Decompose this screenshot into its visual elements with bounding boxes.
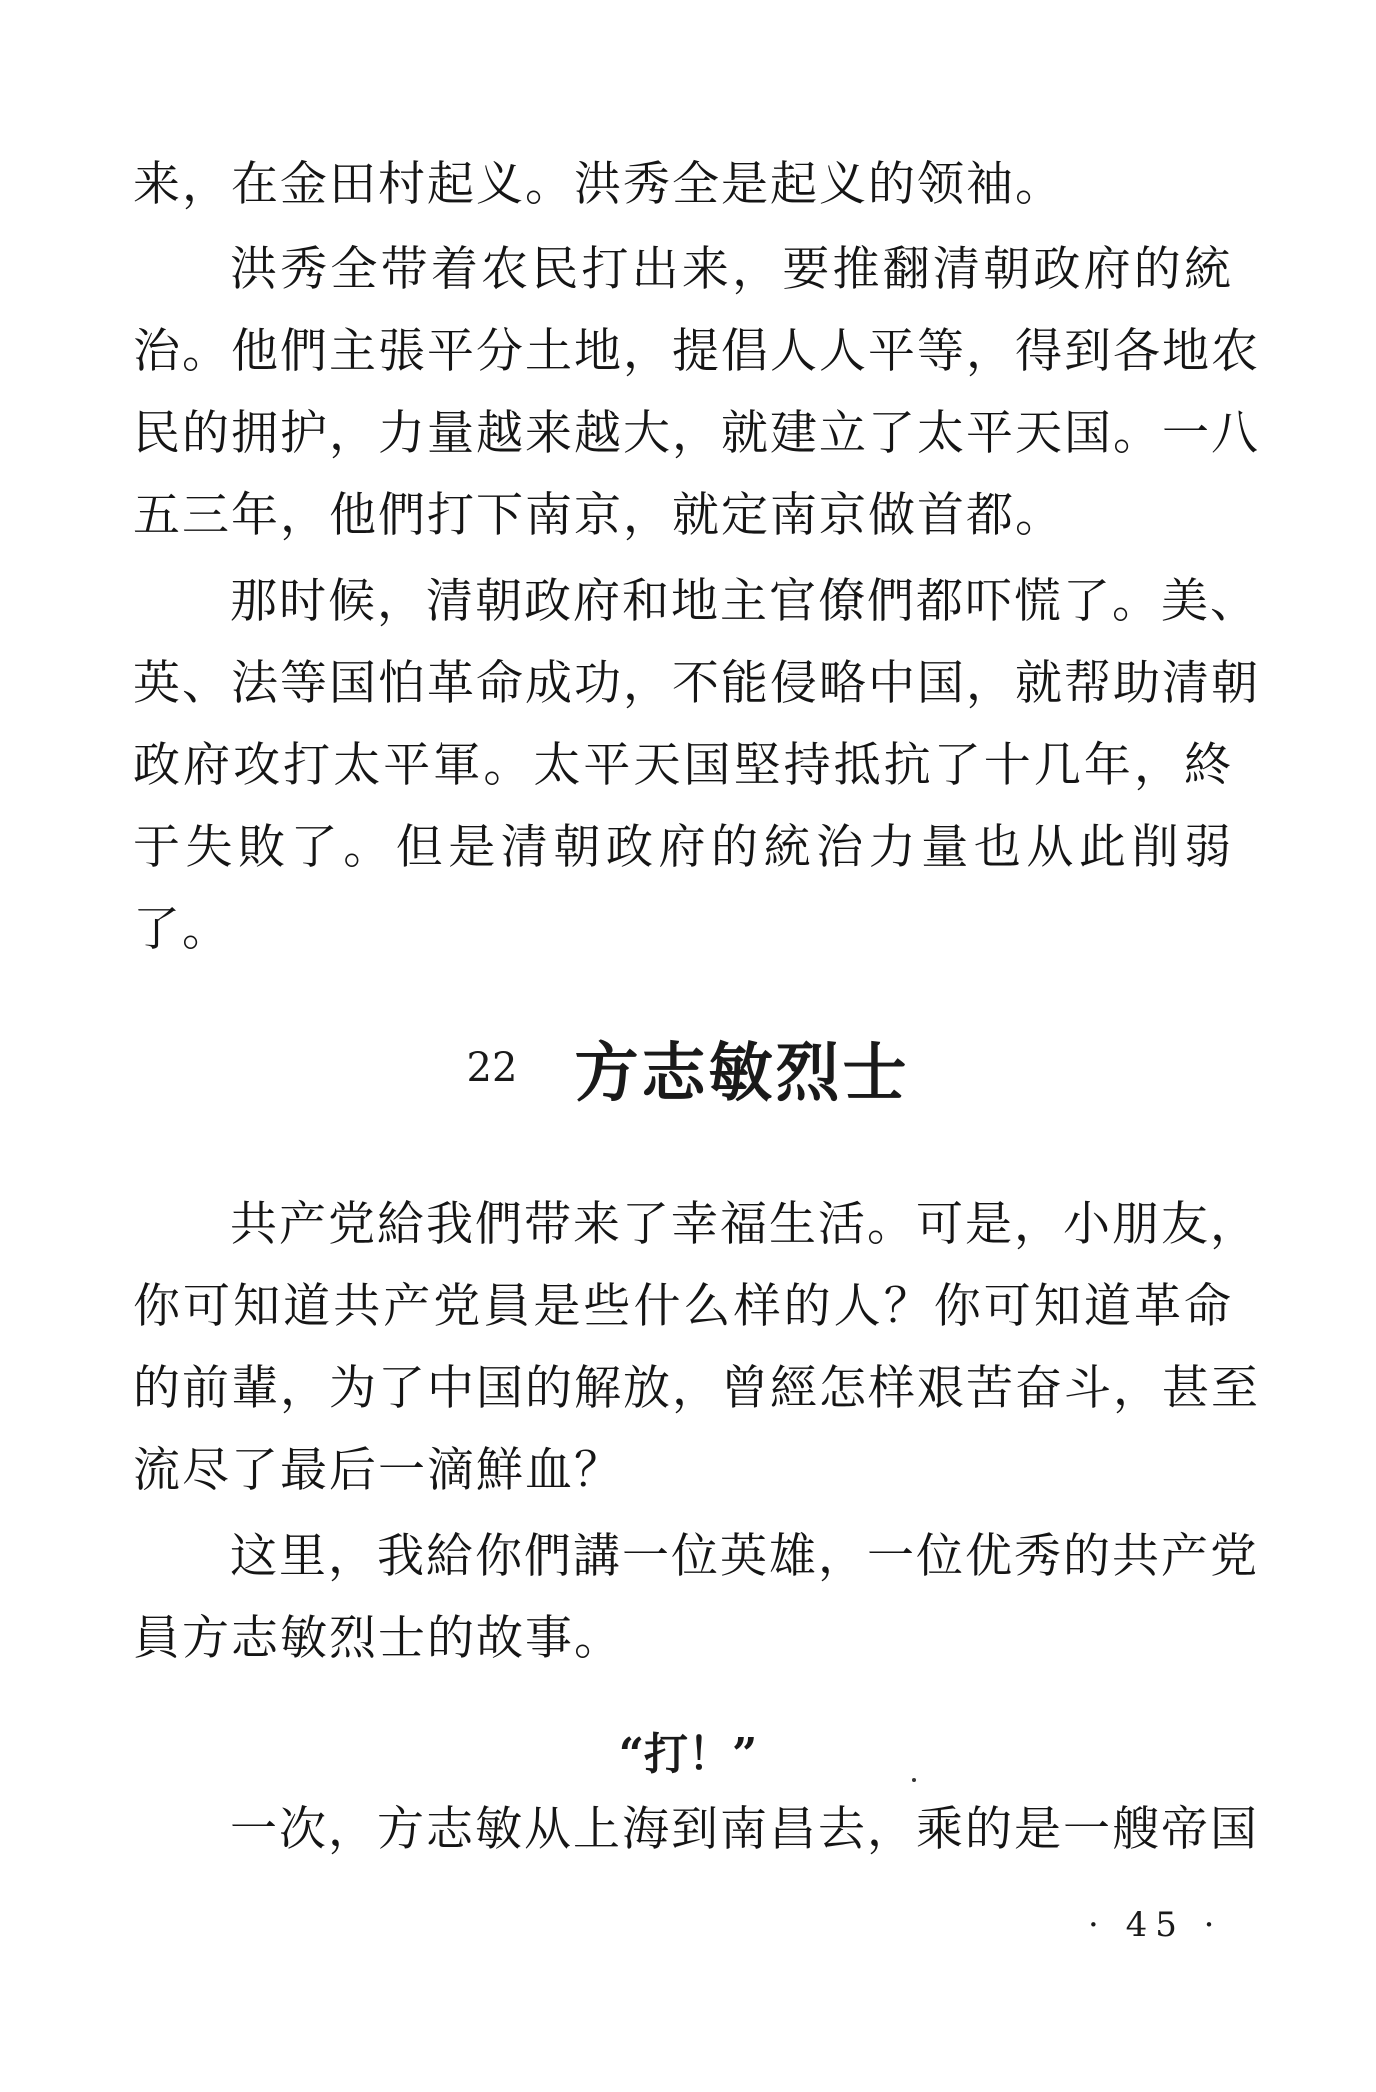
text-line: 員方志敏烈士的故事。 — [133, 1611, 623, 1666]
section-heading — [0, 1022, 1376, 1114]
page-number: · 45 · — [1088, 1905, 1223, 1945]
text-line: 民的拥护，力量越来越大，就建立了太平天国。一八 — [133, 406, 1260, 461]
section-title: 方志敏烈士 — [574, 1037, 910, 1111]
text-line: 英、法等国怕革命成功，不能侵略中国，就帮助清朝 — [133, 656, 1260, 711]
text-line: 这里，我給你們講一位英雄，一位优秀的共产党 — [230, 1529, 1259, 1584]
print-speck — [912, 1778, 916, 1782]
text-line: 你可知道共产党員是些什么样的人？你可知道革命 — [133, 1279, 1233, 1334]
text-line: 那时候，清朝政府和地主官僚們都吓慌了。美、 — [230, 574, 1259, 629]
text-line: 了。 — [133, 902, 231, 957]
text-line: 共产党給我們带来了幸福生活。可是，小朋友， — [230, 1197, 1259, 1252]
text-line: 政府攻打太平軍。太平天国堅持抵抗了十几年，終 — [133, 738, 1233, 793]
text-line: 五三年，他們打下南京，就定南京做首都。 — [133, 488, 1064, 543]
text-line: 的前輩，为了中国的解放，曾經怎样艰苦奋斗，甚至 — [133, 1361, 1260, 1416]
text-line: 治。他們主張平分土地，提倡人人平等，得到各地农 — [133, 324, 1260, 379]
section-number: 22 — [466, 1045, 518, 1091]
text-line: 于失敗了。但是清朝政府的統治力量也从此削弱 — [133, 820, 1233, 875]
subsection-heading: “打！” — [618, 1729, 758, 1780]
text-line: 洪秀全带着农民打出来，要推翻清朝政府的統 — [230, 242, 1233, 297]
text-line: 来，在金田村起义。洪秀全是起义的领袖。 — [133, 157, 1064, 212]
text-line: 流尽了最后一滴鮮血？ — [133, 1443, 623, 1498]
text-line: 一次，方志敏从上海到南昌去，乘的是一艘帝国 — [230, 1802, 1259, 1857]
